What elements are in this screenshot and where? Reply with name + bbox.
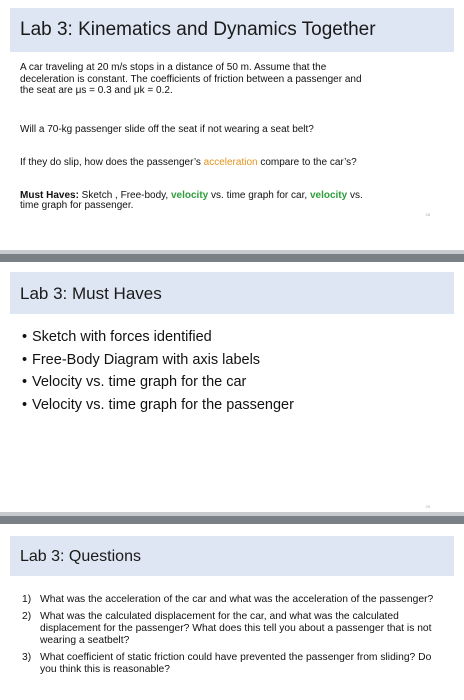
must-text: vs. time graph for car,	[208, 190, 310, 201]
list-item	[22, 326, 294, 349]
must-haves-label: Must Haves:	[20, 190, 79, 201]
question-text: What coefficient of static friction could have prevented the passenger from sliding? Do you think this is reasonable?	[40, 652, 432, 675]
must-text: vs.	[347, 190, 363, 201]
question-number: 3)	[22, 652, 32, 663]
slide-kinematics	[0, 0, 464, 250]
question-number: 1)	[22, 594, 32, 605]
problem-line: the seat are μs = 0.3 and μk = 0.2.	[20, 85, 173, 96]
list-item	[22, 349, 294, 372]
questions-list	[22, 594, 442, 681]
slide-divider	[0, 516, 464, 524]
bullet-icon: •	[22, 396, 28, 413]
page-number: 28	[425, 212, 430, 217]
slide-title-band	[10, 8, 454, 52]
list-item	[22, 611, 442, 647]
velocity-highlight: velocity	[309, 190, 348, 201]
slide-questions	[0, 524, 464, 700]
bullet-icon: •	[22, 329, 28, 345]
list-item	[22, 652, 442, 676]
slide-title: Lab 3: Must Haves	[20, 284, 162, 303]
question-text: If they do slip, how does the passenger’s	[20, 157, 204, 168]
velocity-highlight: velocity	[170, 190, 209, 201]
question-acceleration	[20, 157, 357, 169]
list-item	[22, 394, 294, 417]
question-text: What was the acceleration of the car and what was the acceleration of the passenger?	[40, 594, 434, 605]
must-haves-line	[20, 191, 450, 211]
bullet-text: Free-Body Diagram with axis labels	[32, 351, 261, 368]
bullet-text: Sketch with forces identified	[32, 329, 212, 345]
must-text: Sketch , Free-body,	[78, 190, 171, 201]
slide-title-band	[10, 272, 454, 314]
bullet-text: Velocity vs. time graph for the car	[32, 374, 247, 390]
list-item	[22, 594, 442, 606]
slide-must-haves	[0, 262, 464, 512]
problem-paragraph	[20, 62, 450, 97]
must-haves-list	[22, 326, 294, 416]
bullet-icon: •	[22, 351, 28, 368]
must-text: time graph for passenger.	[20, 200, 134, 211]
slide-title: Lab 3: Questions	[20, 548, 141, 565]
question-text: compare to the car’s?	[257, 157, 357, 168]
question-slide-off: Will a 70-kg passenger slide off the seat if not wearing a seat belt?	[20, 124, 314, 135]
acceleration-highlight: acceleration	[203, 157, 258, 168]
bullet-text: Velocity vs. time graph for the passenger	[32, 396, 294, 413]
problem-line: A car traveling at 20 m/s stops in a distance of 50 m. Assume that the	[20, 62, 327, 73]
slide-divider	[0, 254, 464, 262]
page-number: 29	[425, 504, 430, 509]
list-item	[22, 371, 294, 394]
slide-title-band	[10, 536, 454, 576]
question-text: What was the calculated displacement for the car, and what was the calculated displacement for the passenger? What does this tell you about a passenger that is not wearing a seatbelt?	[40, 611, 432, 646]
question-number: 2)	[22, 611, 32, 622]
slide-title: Lab 3: Kinematics and Dynamics Together	[20, 19, 376, 40]
bullet-icon: •	[22, 374, 28, 390]
problem-line: deceleration is constant. The coefficients of friction between a passenger and	[20, 73, 362, 85]
